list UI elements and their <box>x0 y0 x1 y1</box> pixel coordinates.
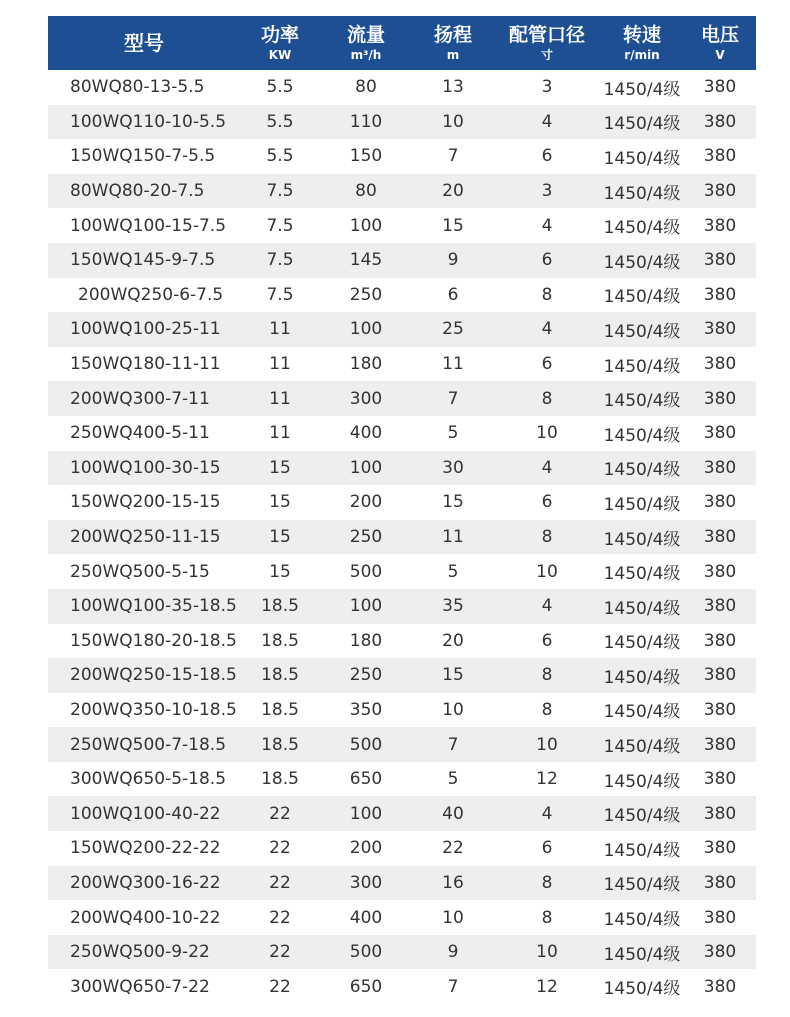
cell-flow: 150 <box>349 146 383 167</box>
cell-head: 9 <box>447 250 459 271</box>
table-row <box>48 866 756 901</box>
header-flow-label: 流量 <box>346 24 385 46</box>
table-row <box>48 831 756 866</box>
header-flow <box>320 16 412 70</box>
cell-voltage: 380 <box>703 665 737 686</box>
cell-head: 15 <box>442 665 464 686</box>
cell-pipe: 4 <box>541 596 553 617</box>
cell-flow: 100 <box>349 596 383 617</box>
cell-flow: 500 <box>349 561 383 582</box>
cell-head: 6 <box>447 284 459 305</box>
cell-power: 7.5 <box>266 284 294 305</box>
cell-model: 100WQ100-35-18.5 <box>70 596 237 617</box>
cell-speed: 1450/4级 <box>603 494 681 515</box>
cell-model: 250WQ400-5-11 <box>70 423 210 444</box>
table-row <box>48 347 756 382</box>
cell-power: 18.5 <box>261 769 299 790</box>
cell-power: 18.5 <box>261 630 299 651</box>
table-row <box>48 70 756 105</box>
cell-head: 10 <box>442 111 464 132</box>
cell-speed: 1450/4级 <box>603 564 681 585</box>
cell-voltage: 380 <box>703 976 737 997</box>
cell-flow: 400 <box>349 907 383 928</box>
cell-voltage: 380 <box>703 907 737 928</box>
cell-head: 15 <box>442 492 464 513</box>
cell-head: 15 <box>442 215 464 236</box>
cell-head: 30 <box>442 457 464 478</box>
pump-spec-table <box>48 16 756 1004</box>
cell-model: 300WQ650-7-22 <box>70 976 210 997</box>
table-row <box>48 312 756 347</box>
cell-flow: 250 <box>349 527 383 548</box>
cell-flow: 100 <box>349 457 383 478</box>
cell-speed: 1450/4级 <box>603 840 681 861</box>
cell-pipe: 6 <box>541 630 553 651</box>
cell-power: 5.5 <box>266 146 294 167</box>
cell-head: 9 <box>447 942 459 963</box>
cell-speed: 1450/4级 <box>603 79 681 100</box>
cell-head: 20 <box>442 181 464 202</box>
cell-model: 150WQ180-20-18.5 <box>70 630 237 651</box>
cell-power: 18.5 <box>261 734 299 755</box>
table-row <box>48 381 756 416</box>
cell-head: 7 <box>447 976 459 997</box>
cell-model: 150WQ145-9-7.5 <box>70 250 216 271</box>
header-voltage-unit: V <box>715 48 725 62</box>
cell-speed: 1450/4级 <box>603 218 681 239</box>
table-row <box>48 693 756 728</box>
header-power <box>240 16 320 70</box>
table-row <box>48 969 756 1004</box>
cell-voltage: 380 <box>703 284 737 305</box>
cell-speed: 1450/4级 <box>603 183 681 204</box>
cell-speed: 1450/4级 <box>603 287 681 308</box>
cell-voltage: 380 <box>703 146 737 167</box>
cell-speed: 1450/4级 <box>603 252 681 273</box>
cell-flow: 100 <box>349 803 383 824</box>
table-row <box>48 139 756 174</box>
header-power-unit: KW <box>268 48 292 62</box>
table-row <box>48 796 756 831</box>
header-pipe-label: 配管口径 <box>508 24 585 46</box>
cell-voltage: 380 <box>703 388 737 409</box>
cell-pipe: 4 <box>541 457 553 478</box>
cell-power: 18.5 <box>261 699 299 720</box>
header-voltage <box>684 16 756 70</box>
cell-power: 22 <box>269 803 291 824</box>
cell-pipe: 6 <box>541 838 553 859</box>
cell-speed: 1450/4级 <box>603 910 681 931</box>
cell-model: 300WQ650-5-18.5 <box>70 769 227 790</box>
cell-power: 5.5 <box>266 77 294 98</box>
cell-voltage: 380 <box>703 838 737 859</box>
table-row <box>48 451 756 486</box>
cell-voltage: 380 <box>703 354 737 375</box>
cell-flow: 500 <box>349 734 383 755</box>
cell-speed: 1450/4级 <box>603 771 681 792</box>
cell-speed: 1450/4级 <box>603 529 681 550</box>
cell-model: 150WQ200-15-15 <box>70 492 221 513</box>
cell-head: 11 <box>442 527 464 548</box>
header-speed <box>600 16 684 70</box>
cell-head: 13 <box>442 77 464 98</box>
cell-power: 11 <box>269 354 291 375</box>
table-row <box>48 416 756 451</box>
cell-voltage: 380 <box>703 942 737 963</box>
table-row <box>48 727 756 762</box>
cell-voltage: 380 <box>703 769 737 790</box>
cell-flow: 400 <box>349 423 383 444</box>
cell-model: 150WQ180-11-11 <box>70 354 221 375</box>
table-row <box>48 485 756 520</box>
cell-model: 200WQ300-7-11 <box>70 388 210 409</box>
cell-voltage: 380 <box>703 596 737 617</box>
cell-head: 10 <box>442 699 464 720</box>
cell-power: 22 <box>269 976 291 997</box>
cell-flow: 100 <box>349 319 383 340</box>
cell-head: 7 <box>447 734 459 755</box>
cell-pipe: 10 <box>536 734 558 755</box>
cell-power: 22 <box>269 907 291 928</box>
cell-model: 100WQ100-15-7.5 <box>70 215 227 236</box>
cell-flow: 145 <box>349 250 383 271</box>
cell-speed: 1450/4级 <box>603 356 681 377</box>
table-row <box>48 658 756 693</box>
cell-speed: 1450/4级 <box>603 737 681 758</box>
cell-pipe: 6 <box>541 250 553 271</box>
cell-flow: 300 <box>349 388 383 409</box>
cell-voltage: 380 <box>703 734 737 755</box>
cell-model: 250WQ500-5-15 <box>70 561 210 582</box>
cell-speed: 1450/4级 <box>603 148 681 169</box>
table-row <box>48 174 756 209</box>
cell-head: 5 <box>447 769 459 790</box>
cell-pipe: 8 <box>541 665 553 686</box>
cell-speed: 1450/4级 <box>603 460 681 481</box>
cell-flow: 250 <box>349 284 383 305</box>
cell-flow: 100 <box>349 215 383 236</box>
cell-voltage: 380 <box>703 111 737 132</box>
table-row <box>48 935 756 970</box>
cell-pipe: 3 <box>541 181 553 202</box>
cell-voltage: 380 <box>703 319 737 340</box>
cell-pipe: 8 <box>541 699 553 720</box>
header-head-unit: m <box>446 48 460 62</box>
header-model-label: 型号 <box>124 31 164 55</box>
cell-pipe: 12 <box>536 976 558 997</box>
cell-power: 7.5 <box>266 250 294 271</box>
cell-power: 22 <box>269 942 291 963</box>
cell-pipe: 12 <box>536 769 558 790</box>
header-power-label: 功率 <box>260 24 299 46</box>
cell-speed: 1450/4级 <box>603 114 681 135</box>
header-speed-unit: r/min <box>624 48 660 62</box>
cell-head: 35 <box>442 596 464 617</box>
cell-speed: 1450/4级 <box>603 425 681 446</box>
header-speed-label: 转速 <box>622 24 661 46</box>
cell-model: 200WQ250-11-15 <box>70 527 221 548</box>
table-row <box>48 105 756 140</box>
cell-model: 250WQ500-7-18.5 <box>70 734 227 755</box>
cell-flow: 350 <box>349 699 383 720</box>
cell-pipe: 8 <box>541 527 553 548</box>
table-row <box>48 900 756 935</box>
cell-flow: 650 <box>349 976 383 997</box>
cell-pipe: 4 <box>541 319 553 340</box>
cell-voltage: 380 <box>703 492 737 513</box>
cell-pipe: 10 <box>536 942 558 963</box>
cell-voltage: 380 <box>703 423 737 444</box>
cell-power: 15 <box>269 492 291 513</box>
table-row <box>48 278 756 313</box>
table-body <box>48 70 756 1004</box>
cell-voltage: 380 <box>703 457 737 478</box>
header-voltage-label: 电压 <box>700 24 739 46</box>
cell-head: 40 <box>442 803 464 824</box>
cell-pipe: 6 <box>541 492 553 513</box>
cell-model: 200WQ400-10-22 <box>70 907 221 928</box>
cell-model: 200WQ350-10-18.5 <box>70 699 237 720</box>
table-row <box>48 208 756 243</box>
cell-head: 11 <box>442 354 464 375</box>
cell-head: 16 <box>442 872 464 893</box>
cell-power: 15 <box>269 457 291 478</box>
cell-speed: 1450/4级 <box>603 944 681 965</box>
cell-pipe: 6 <box>541 354 553 375</box>
header-pipe <box>494 16 600 70</box>
cell-voltage: 380 <box>703 250 737 271</box>
header-model <box>48 16 240 70</box>
cell-model: 200WQ300-16-22 <box>70 872 221 893</box>
cell-pipe: 8 <box>541 907 553 928</box>
cell-power: 22 <box>269 838 291 859</box>
cell-voltage: 380 <box>703 699 737 720</box>
cell-flow: 110 <box>349 111 383 132</box>
cell-model: 200WQ250-6-7.5 <box>78 284 224 305</box>
header-pipe-unit: 寸 <box>540 48 553 62</box>
cell-power: 7.5 <box>266 181 294 202</box>
cell-pipe: 6 <box>541 146 553 167</box>
cell-speed: 1450/4级 <box>603 391 681 412</box>
cell-power: 18.5 <box>261 665 299 686</box>
cell-voltage: 380 <box>703 527 737 548</box>
cell-flow: 650 <box>349 769 383 790</box>
cell-pipe: 8 <box>541 284 553 305</box>
cell-power: 11 <box>269 319 291 340</box>
cell-model: 200WQ250-15-18.5 <box>70 665 237 686</box>
table-row <box>48 624 756 659</box>
cell-model: 100WQ100-40-22 <box>70 803 221 824</box>
header-head <box>412 16 494 70</box>
header-head-label: 扬程 <box>433 24 472 46</box>
cell-model: 100WQ100-25-11 <box>70 319 221 340</box>
cell-pipe: 10 <box>536 423 558 444</box>
cell-flow: 80 <box>355 181 377 202</box>
cell-model: 250WQ500-9-22 <box>70 942 210 963</box>
cell-pipe: 4 <box>541 215 553 236</box>
cell-voltage: 380 <box>703 803 737 824</box>
cell-flow: 200 <box>349 838 383 859</box>
cell-speed: 1450/4级 <box>603 321 681 342</box>
cell-model: 150WQ200-22-22 <box>70 838 221 859</box>
cell-speed: 1450/4级 <box>603 806 681 827</box>
cell-flow: 500 <box>349 942 383 963</box>
cell-pipe: 4 <box>541 803 553 824</box>
cell-voltage: 380 <box>703 561 737 582</box>
cell-pipe: 4 <box>541 111 553 132</box>
cell-head: 5 <box>447 561 459 582</box>
cell-speed: 1450/4级 <box>603 667 681 688</box>
cell-head: 7 <box>447 146 459 167</box>
cell-flow: 250 <box>349 665 383 686</box>
header-flow-unit: m³/h <box>350 48 382 62</box>
table-row <box>48 243 756 278</box>
cell-power: 22 <box>269 872 291 893</box>
cell-voltage: 380 <box>703 630 737 651</box>
cell-power: 11 <box>269 423 291 444</box>
cell-pipe: 10 <box>536 561 558 582</box>
cell-model: 80WQ80-13-5.5 <box>70 77 205 98</box>
table-row <box>48 762 756 797</box>
cell-speed: 1450/4级 <box>603 633 681 654</box>
cell-pipe: 8 <box>541 872 553 893</box>
cell-flow: 300 <box>349 872 383 893</box>
cell-model: 100WQ100-30-15 <box>70 457 221 478</box>
cell-head: 20 <box>442 630 464 651</box>
cell-model: 80WQ80-20-7.5 <box>70 181 205 202</box>
cell-power: 15 <box>269 527 291 548</box>
cell-head: 10 <box>442 907 464 928</box>
cell-head: 5 <box>447 423 459 444</box>
cell-pipe: 8 <box>541 388 553 409</box>
cell-model: 150WQ150-7-5.5 <box>70 146 216 167</box>
cell-flow: 180 <box>349 354 383 375</box>
table-row <box>48 554 756 589</box>
cell-flow: 180 <box>349 630 383 651</box>
cell-head: 25 <box>442 319 464 340</box>
cell-voltage: 380 <box>703 181 737 202</box>
cell-power: 5.5 <box>266 111 294 132</box>
table-row <box>48 520 756 555</box>
cell-voltage: 380 <box>703 872 737 893</box>
cell-power: 11 <box>269 388 291 409</box>
cell-power: 18.5 <box>261 596 299 617</box>
table-header <box>48 16 756 70</box>
cell-speed: 1450/4级 <box>603 875 681 896</box>
cell-speed: 1450/4级 <box>603 979 681 1000</box>
cell-power: 15 <box>269 561 291 582</box>
cell-speed: 1450/4级 <box>603 702 681 723</box>
cell-voltage: 380 <box>703 215 737 236</box>
table-row <box>48 589 756 624</box>
cell-flow: 200 <box>349 492 383 513</box>
cell-model: 100WQ110-10-5.5 <box>70 111 227 132</box>
cell-power: 7.5 <box>266 215 294 236</box>
cell-voltage: 380 <box>703 77 737 98</box>
cell-flow: 80 <box>355 77 377 98</box>
cell-pipe: 3 <box>541 77 553 98</box>
cell-head: 7 <box>447 388 459 409</box>
cell-speed: 1450/4级 <box>603 598 681 619</box>
cell-head: 22 <box>442 838 464 859</box>
